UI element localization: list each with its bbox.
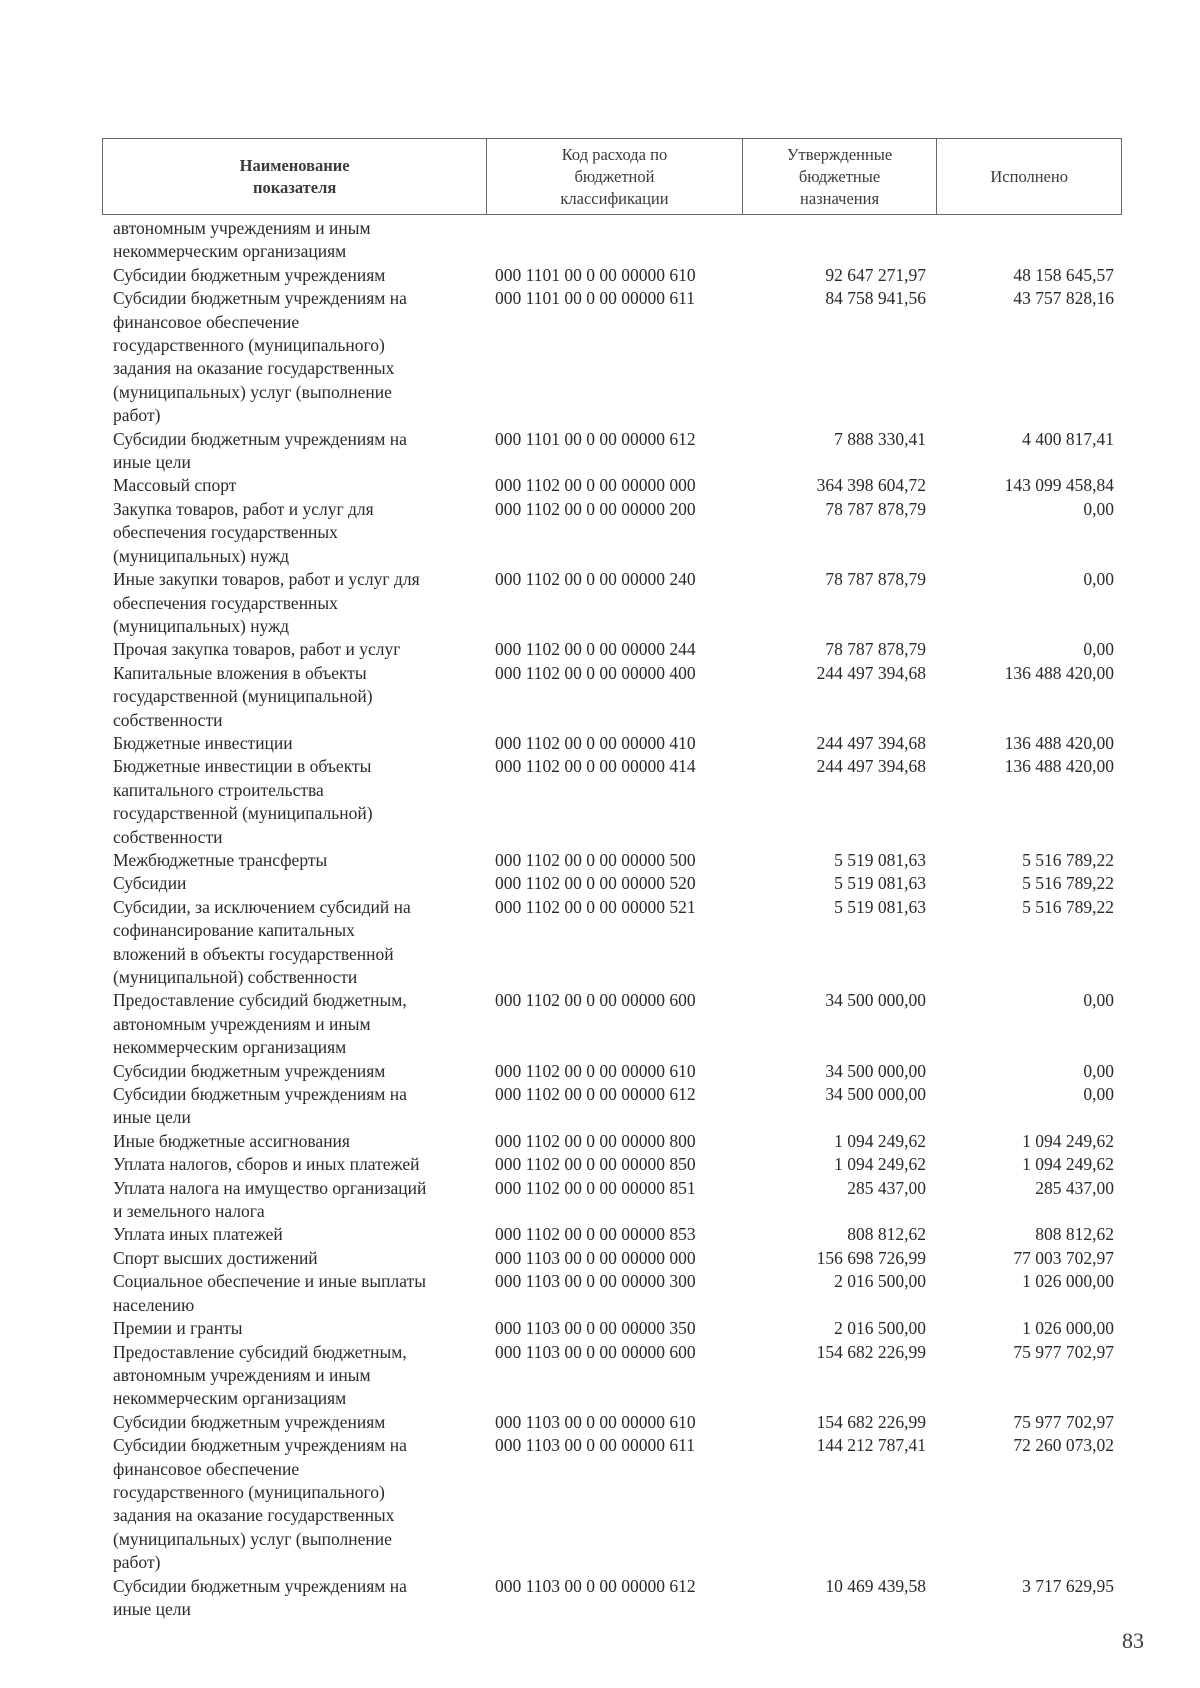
row-executed: 136 488 420,00 — [1004, 662, 1114, 683]
table-row — [102, 1411, 1122, 1434]
table-row — [102, 1177, 1122, 1224]
header-executed: Исполнено — [990, 166, 1068, 186]
table-row — [102, 568, 1122, 638]
row-name: Субсидии бюджетным учреждениям — [113, 1060, 386, 1081]
table-row — [102, 1247, 1122, 1270]
table-row — [102, 849, 1122, 872]
row-name: Субсидии бюджетным учреждениям на иные цели — [113, 428, 407, 473]
row-executed: 4 400 817,41 — [1022, 428, 1114, 449]
row-name: автономным учреждениям и иным некоммерческим организациям — [113, 218, 371, 262]
table-row — [102, 1223, 1122, 1246]
row-name: Предоставление субсидий бюджетным, автономным учреждениям и иным некоммерческим организациям — [113, 990, 407, 1058]
row-executed: 3 717 629,95 — [1022, 1575, 1114, 1596]
row-executed: 72 260 073,02 — [1013, 1435, 1114, 1456]
row-code: 000 1101 00 0 00 00000 610 — [495, 264, 696, 285]
row-executed: 77 003 702,97 — [1013, 1247, 1114, 1268]
table-row — [102, 1434, 1122, 1574]
row-executed: 5 516 789,22 — [1022, 849, 1114, 870]
row-executed: 75 977 702,97 — [1013, 1341, 1114, 1362]
row-name: Субсидии бюджетным учреждениям — [113, 1411, 386, 1432]
row-code: 000 1101 00 0 00 00000 612 — [495, 428, 696, 449]
row-name: Субсидии бюджетным учреждениям на финансовое обеспечение государственного (муниципального) задания на оказание государственных (муниципальных) услуг (выполнение работ) — [113, 1435, 407, 1573]
row-code: 000 1102 00 0 00 00000 610 — [495, 1060, 696, 1081]
table-row — [102, 989, 1122, 1059]
row-approved: 364 398 604,72 — [816, 475, 926, 496]
row-code: 000 1102 00 0 00 00000 850 — [495, 1154, 696, 1175]
table-row — [102, 1341, 1122, 1411]
row-name: Прочая закупка товаров, работ и услуг — [113, 639, 401, 660]
table-row — [102, 498, 1122, 568]
table-row — [102, 872, 1122, 895]
row-code: 000 1102 00 0 00 00000 414 — [495, 756, 696, 777]
table-row — [102, 1153, 1122, 1176]
row-code: 000 1102 00 0 00 00000 520 — [495, 873, 696, 894]
table-row — [102, 638, 1122, 661]
row-approved: 156 698 726,99 — [816, 1247, 926, 1268]
table-row — [102, 1575, 1122, 1622]
row-name: Социальное обеспечение и иные выплаты населению — [113, 1271, 427, 1315]
row-name: Иные закупки товаров, работ и услуг для обеспечения государственных (муниципальных) нужд — [113, 569, 420, 636]
row-approved: 92 647 271,97 — [825, 264, 926, 285]
row-approved: 1 094 249,62 — [834, 1154, 926, 1175]
row-code: 000 1102 00 0 00 00000 410 — [495, 732, 696, 753]
row-executed: 1 026 000,00 — [1022, 1318, 1114, 1339]
table-row — [102, 264, 1122, 287]
row-executed: 0,00 — [1083, 498, 1114, 519]
row-code: 000 1103 00 0 00 00000 611 — [495, 1435, 695, 1456]
row-name: Субсидии бюджетным учреждениям на финансовое обеспечение государственного (муниципального) задания на оказание государственных (муниципальных) услуг (выполнение работ) — [113, 288, 407, 426]
row-approved: 2 016 500,00 — [834, 1318, 926, 1339]
row-name: Предоставление субсидий бюджетным, автономным учреждениям и иным некоммерческим организациям — [113, 1341, 407, 1409]
row-code: 000 1103 00 0 00 00000 610 — [495, 1411, 696, 1432]
row-name: Премии и гранты — [113, 1318, 243, 1339]
row-approved: 34 500 000,00 — [825, 990, 926, 1011]
header-name: Наименование показателя — [103, 139, 487, 214]
table-row — [102, 755, 1122, 849]
table-row — [102, 662, 1122, 732]
row-code: 000 1102 00 0 00 00000 521 — [495, 896, 696, 917]
row-executed: 0,00 — [1083, 639, 1114, 660]
row-executed: 0,00 — [1083, 569, 1114, 590]
row-code: 000 1102 00 0 00 00000 851 — [495, 1177, 696, 1198]
row-code: 000 1102 00 0 00 00000 200 — [495, 498, 696, 519]
row-approved: 5 519 081,63 — [834, 849, 926, 870]
row-code: 000 1102 00 0 00 00000 000 — [495, 475, 696, 496]
row-name: Субсидии — [113, 873, 187, 894]
row-approved: 78 787 878,79 — [825, 639, 926, 660]
row-executed: 136 488 420,00 — [1004, 732, 1114, 753]
row-code — [487, 217, 743, 264]
row-name: Массовый спорт — [113, 475, 237, 496]
row-code: 000 1103 00 0 00 00000 600 — [495, 1341, 696, 1362]
row-name: Спорт высших достижений — [113, 1247, 318, 1268]
table-body — [102, 217, 1122, 1621]
row-executed: 5 516 789,22 — [1022, 873, 1114, 894]
row-approved: 5 519 081,63 — [834, 896, 926, 917]
row-executed: 1 094 249,62 — [1022, 1130, 1114, 1151]
table-row — [102, 1060, 1122, 1083]
row-approved: 154 682 226,99 — [816, 1411, 926, 1432]
row-approved: 7 888 330,41 — [834, 428, 926, 449]
row-code: 000 1103 00 0 00 00000 612 — [495, 1575, 696, 1596]
row-code: 000 1103 00 0 00 00000 350 — [495, 1318, 696, 1339]
table-row — [102, 732, 1122, 755]
row-executed: 285 437,00 — [1035, 1177, 1114, 1198]
row-name: Субсидии бюджетным учреждениям — [113, 264, 386, 285]
row-code: 000 1103 00 0 00 00000 300 — [495, 1271, 696, 1292]
row-name: Уплата налога на имущество организаций и земельного налога — [113, 1177, 427, 1222]
row-code: 000 1101 00 0 00 00000 611 — [495, 288, 695, 309]
table-header — [102, 138, 1122, 215]
table-row — [102, 1270, 1122, 1317]
row-approved: 244 497 394,68 — [816, 732, 926, 753]
row-approved: 34 500 000,00 — [825, 1060, 926, 1081]
row-approved: 5 519 081,63 — [834, 873, 926, 894]
row-name: Субсидии бюджетным учреждениям на иные цели — [113, 1084, 407, 1128]
row-executed: 43 757 828,16 — [1013, 288, 1114, 309]
row-executed: 48 158 645,57 — [1013, 264, 1114, 285]
row-name: Уплата налогов, сборов и иных платежей — [113, 1154, 420, 1175]
row-approved: 10 469 439,58 — [825, 1575, 926, 1596]
row-approved: 2 016 500,00 — [834, 1271, 926, 1292]
row-name: Субсидии бюджетным учреждениям на иные цели — [113, 1575, 407, 1619]
row-approved: 244 497 394,68 — [816, 662, 926, 683]
row-approved: 154 682 226,99 — [816, 1341, 926, 1362]
header-code: Код расхода по бюджетной классификации — [487, 139, 743, 214]
row-approved: 808 812,62 — [847, 1224, 926, 1245]
row-name: Бюджетные инвестиции — [113, 732, 293, 753]
row-code: 000 1102 00 0 00 00000 600 — [495, 990, 696, 1011]
page-number: 83 — [1122, 1628, 1144, 1653]
row-approved: 144 212 787,41 — [816, 1435, 926, 1456]
row-executed: 75 977 702,97 — [1013, 1411, 1114, 1432]
row-executed: 0,00 — [1083, 1060, 1114, 1081]
row-approved: 285 437,00 — [847, 1177, 926, 1198]
row-code: 000 1102 00 0 00 00000 500 — [495, 849, 696, 870]
row-code: 000 1102 00 0 00 00000 612 — [495, 1084, 696, 1105]
row-executed: 136 488 420,00 — [1004, 756, 1114, 777]
table-row — [102, 428, 1122, 475]
header-approved: Утвержденные бюджетные назначения — [743, 139, 938, 214]
row-name: Бюджетные инвестиции в объекты капитального строительства государственной (муниципальной) собственности — [113, 756, 373, 847]
row-executed: 808 812,62 — [1035, 1224, 1114, 1245]
row-approved: 34 500 000,00 — [825, 1084, 926, 1105]
table-row — [102, 896, 1122, 990]
row-code: 000 1102 00 0 00 00000 853 — [495, 1224, 696, 1245]
row-code: 000 1103 00 0 00 00000 000 — [495, 1247, 696, 1268]
table-row — [102, 1130, 1122, 1153]
row-code: 000 1102 00 0 00 00000 400 — [495, 662, 696, 683]
row-name: Закупка товаров, работ и услуг для обеспечения государственных (муниципальных) нужд — [113, 498, 374, 566]
row-approved: 244 497 394,68 — [816, 756, 926, 777]
row-name: Капитальные вложения в объекты государственной (муниципальной) собственности — [113, 662, 373, 730]
row-code: 000 1102 00 0 00 00000 800 — [495, 1130, 696, 1151]
row-executed: 0,00 — [1083, 1084, 1114, 1105]
row-executed — [938, 217, 1122, 264]
row-approved — [743, 217, 938, 264]
row-code: 000 1102 00 0 00 00000 240 — [495, 569, 696, 590]
row-name: Субсидии, за исключением субсидий на софинансирование капитальных вложений в объекты государственной (муниципальной) собственности — [113, 896, 411, 987]
row-executed: 5 516 789,22 — [1022, 896, 1114, 917]
table-row — [102, 474, 1122, 497]
table-row — [102, 1317, 1122, 1340]
row-name: Межбюджетные трансферты — [113, 849, 328, 870]
row-name: Уплата иных платежей — [113, 1224, 283, 1245]
row-approved: 78 787 878,79 — [825, 569, 926, 590]
row-executed: 1 094 249,62 — [1022, 1154, 1114, 1175]
row-approved: 84 758 941,56 — [825, 288, 926, 309]
table-row — [102, 217, 1122, 264]
table-row — [102, 1083, 1122, 1130]
row-name: Иные бюджетные ассигнования — [113, 1130, 350, 1151]
row-executed: 143 099 458,84 — [1004, 475, 1114, 496]
row-approved: 78 787 878,79 — [825, 498, 926, 519]
row-code: 000 1102 00 0 00 00000 244 — [495, 639, 696, 660]
row-executed: 1 026 000,00 — [1022, 1271, 1114, 1292]
table-row — [102, 287, 1122, 427]
row-executed: 0,00 — [1083, 990, 1114, 1011]
row-approved: 1 094 249,62 — [834, 1130, 926, 1151]
